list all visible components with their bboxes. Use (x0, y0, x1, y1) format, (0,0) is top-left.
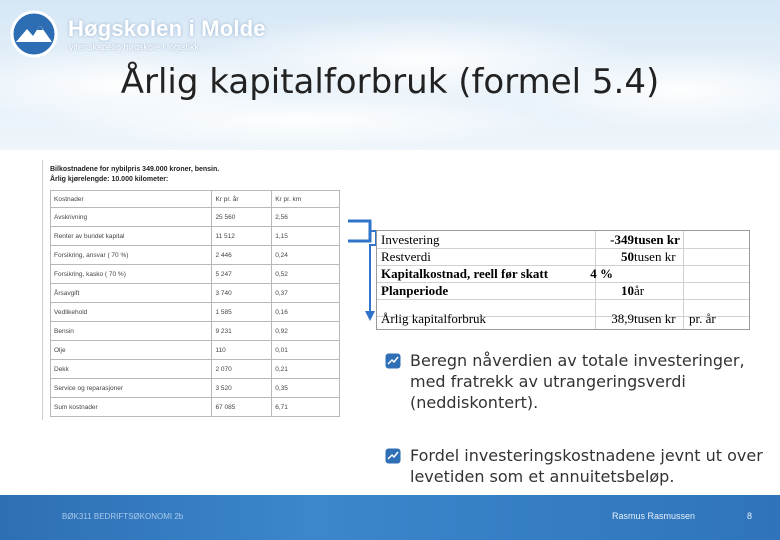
table-cell: Årsavgift (51, 284, 212, 303)
column-header: Kr pr. km (272, 191, 340, 208)
table-row (51, 227, 340, 246)
footer-author: Rasmus Rasmussen (612, 511, 696, 521)
calc-row (377, 265, 749, 283)
slide-title: Årlig kapitalforbruk (formel 5.4) (120, 62, 660, 102)
table-cell: 2 446 (212, 246, 272, 265)
footer-course: BØK311 BEDRIFTSØKONOMI 2b (62, 512, 184, 521)
table-cell: 2 070 (212, 360, 272, 379)
table-row (51, 379, 340, 398)
bullet-text: Beregn nåverdien av totale investeringer, med fratrekk av utrangeringsverdi (neddiskontert). (410, 351, 745, 412)
table-cell: 110 (212, 341, 272, 360)
calc-label: Kapitalkostnad, reell før skatt (381, 266, 549, 281)
column-header: Kr pr. år (212, 191, 272, 208)
table-cell: 0,01 (272, 341, 340, 360)
bullet-text: Fordel investeringskostnadene jevnt ut over levetiden som et annuitetsbeløp. (410, 446, 763, 486)
sheet-heading-1: Bilkostnadene for nybilpris 349.000 kroner, bensin. (50, 166, 220, 173)
logo-name: Høgskolen i Molde (68, 16, 266, 41)
calc-row (377, 282, 749, 300)
calc-label: Årlig kapitalforbruk (381, 311, 487, 326)
table-cell: 2,56 (272, 208, 340, 227)
table-row (51, 341, 340, 360)
table-cell: 3 740 (212, 284, 272, 303)
table-header-row (51, 191, 340, 208)
table-cell: 25 560 (212, 208, 272, 227)
calc-row (377, 231, 749, 249)
calc-value: 38,9 (611, 311, 634, 326)
table-cell: Avskrivning (51, 208, 212, 227)
page-number: 8 (747, 511, 753, 521)
column-header: Kostnader (51, 191, 212, 208)
table-cell: 1,15 (272, 227, 340, 246)
table-cell: Service og reparasjoner (51, 379, 212, 398)
calc-row-result (377, 310, 749, 327)
cost-spreadsheet (42, 160, 345, 420)
calc-value: -349 (610, 232, 634, 247)
table-cell: Dekk (51, 360, 212, 379)
mountain-logo-icon (10, 10, 58, 58)
sheet-heading-2: Årlig kjørelengde: 10.000 kilometer: (50, 176, 169, 183)
calc-extra: pr. år (689, 311, 716, 326)
calc-label: Investering (381, 232, 440, 247)
table-cell: 0,35 (272, 379, 340, 398)
table-row (51, 303, 340, 322)
bracket-arrow-icon (340, 215, 380, 325)
calc-value: 4 % (590, 266, 613, 281)
table-cell: 0,16 (272, 303, 340, 322)
table-total-row (51, 398, 340, 417)
calc-value: 10 (621, 283, 634, 298)
logo-tagline: vitenskapelig høgskole i logistikk (69, 42, 200, 52)
table-cell: Renter av bundet kapital (51, 227, 212, 246)
cost-table (50, 190, 340, 417)
table-cell: 0,24 (272, 246, 340, 265)
table-cell: 5 247 (212, 265, 272, 284)
table-row (51, 284, 340, 303)
calc-row (377, 248, 749, 266)
calc-unit: tusen kr (634, 232, 680, 247)
bullet-item (385, 445, 763, 491)
sheet-border (42, 160, 43, 420)
table-cell: 6,71 (272, 398, 340, 417)
table-cell: Forsikring, kasko ( 70 %) (51, 265, 212, 284)
table-cell: Forsikring, ansvar ( 70 %) (51, 246, 212, 265)
calc-label: Restverdi (381, 249, 431, 264)
table-row (51, 322, 340, 341)
calc-unit: år (634, 283, 645, 298)
table-cell: 0,21 (272, 360, 340, 379)
bullet-item (385, 350, 755, 420)
table-cell: 9 231 (212, 322, 272, 341)
table-row (51, 360, 340, 379)
logo (6, 6, 266, 56)
calc-value: 50 (621, 249, 634, 264)
table-cell: 3 520 (212, 379, 272, 398)
table-cell: Bensin (51, 322, 212, 341)
table-cell: 67 085 (212, 398, 272, 417)
calc-unit: tusen kr (634, 311, 676, 326)
table-cell: 0,92 (272, 322, 340, 341)
table-cell: 0,52 (272, 265, 340, 284)
table-cell: 11 512 (212, 227, 272, 246)
calc-label: Planperiode (381, 283, 449, 298)
table-cell: 0,37 (272, 284, 340, 303)
table-row (51, 246, 340, 265)
bullet-icon (385, 353, 401, 369)
table-row (51, 265, 340, 284)
table-row (51, 208, 340, 227)
table-cell: Olje (51, 341, 212, 360)
table-cell: Vedlikehold (51, 303, 212, 322)
calc-unit: tusen kr (634, 249, 676, 264)
table-cell: 1 585 (212, 303, 272, 322)
capital-calculation-table (376, 230, 750, 330)
bullet-icon (385, 448, 401, 464)
table-cell: Sum kostnader (51, 398, 212, 417)
